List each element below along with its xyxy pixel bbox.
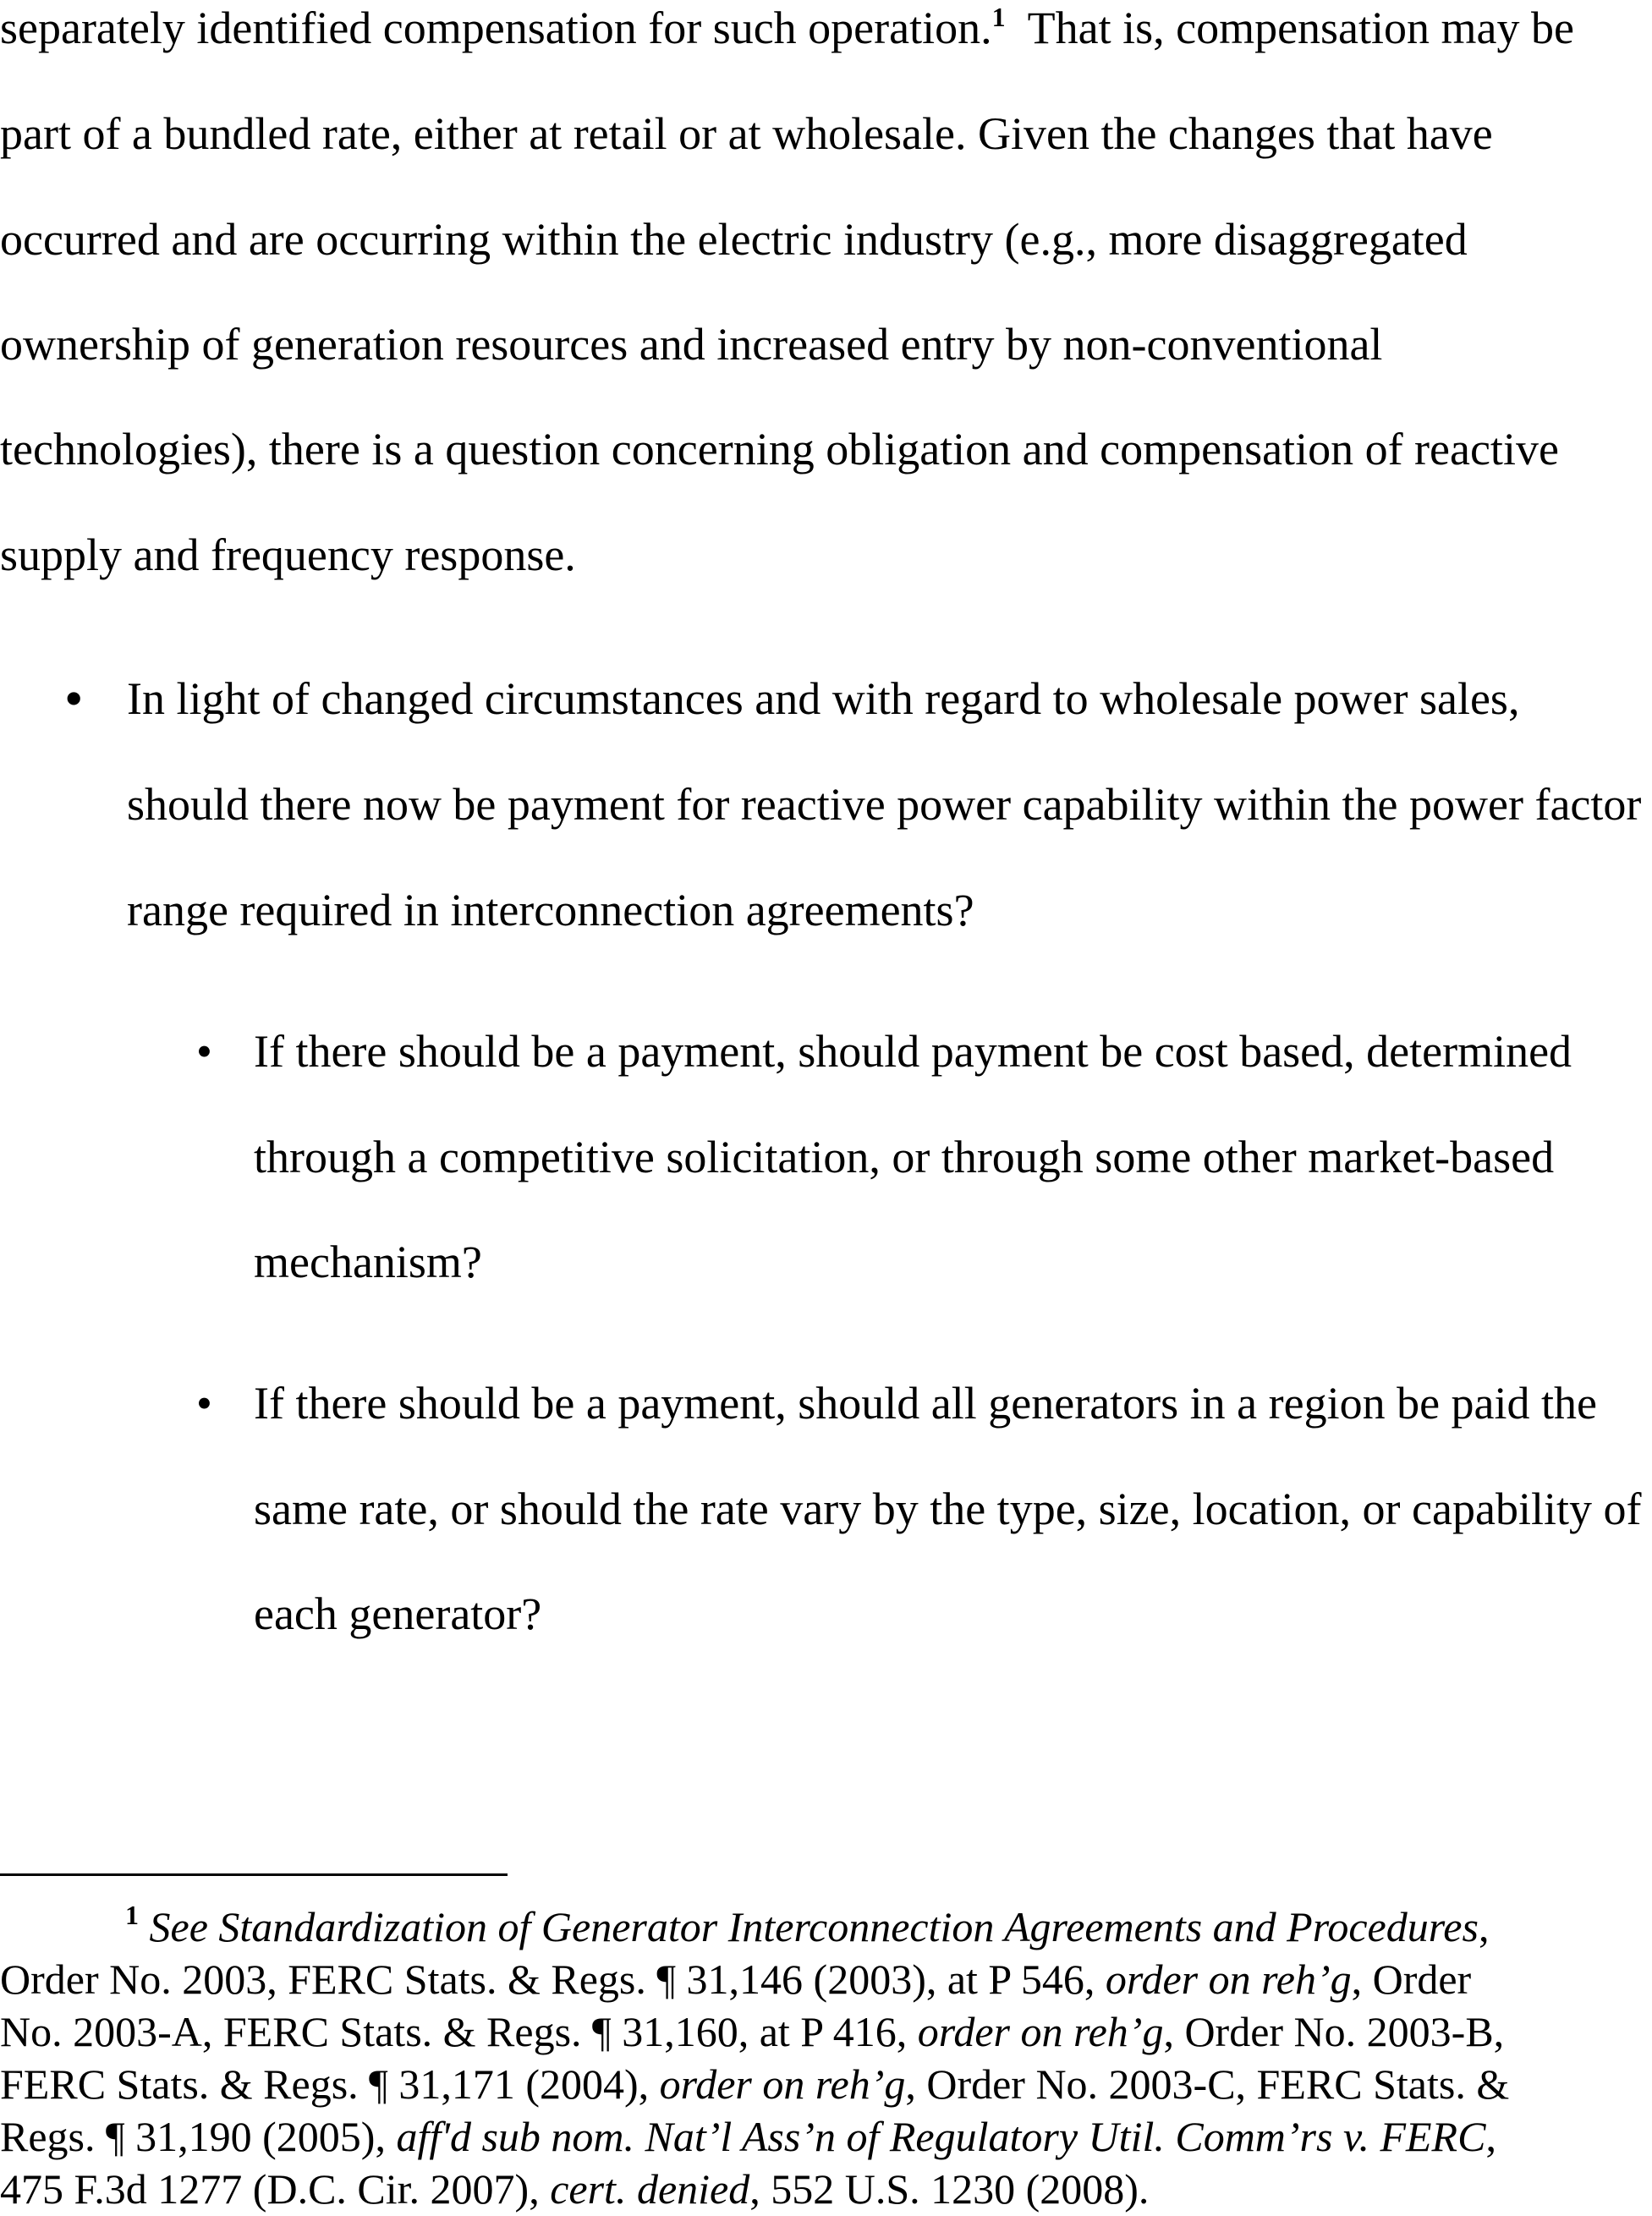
- sub-bullet-line: mechanism?: [254, 1237, 482, 1287]
- sub-bullet-line: each generator?: [254, 1588, 542, 1639]
- line-italic: order on reh’g: [1105, 1955, 1352, 2003]
- footnote-line: [125, 1901, 1489, 1953]
- line-text: No. 2003-A, FERC Stats. & Regs. ¶ 31,160, at P 416,: [0, 2008, 918, 2055]
- sub-bullet-line: If there should be a payment, should all generators in a region be paid the: [254, 1378, 1597, 1429]
- line-italic: order on reh’g: [659, 2060, 906, 2108]
- sub-bullet-line: same rate, or should the rate vary by the type, size, location, or capability of: [254, 1484, 1642, 1534]
- footnote-reference[interactable]: 1: [991, 2, 1006, 32]
- line-text: , Order No. 2003-C, FERC Stats. &: [905, 2060, 1510, 2108]
- line-text: , Order No. 2003-B,: [1163, 2008, 1505, 2055]
- bullet-line: In light of changed circumstances and with regard to wholesale power sales,: [127, 673, 1520, 724]
- case-name: See Standardization of Generator Interconnection Agreements and Procedures: [149, 1903, 1479, 1950]
- footnote-line: [0, 2163, 1149, 2215]
- footnote-line: [0, 2110, 1496, 2163]
- line-italic: cert. denied: [550, 2165, 750, 2213]
- line-text: , Order: [1351, 1955, 1472, 2003]
- sub-bullet-line: If there should be a payment, should payment be cost based, determined: [254, 1026, 1572, 1077]
- line-text: Regs. ¶ 31,190 (2005),: [0, 2113, 397, 2160]
- paragraph-line: supply and frequency response.: [0, 529, 576, 580]
- line-text: , 552 U.S. 1230 (2008).: [749, 2165, 1150, 2213]
- line-text: 475 F.3d 1277 (D.C. Cir. 2007),: [0, 2165, 551, 2213]
- line-text: That is, compensation may be: [1005, 3, 1574, 53]
- line-text: FERC Stats. & Regs. ¶ 31,171 (2004),: [0, 2060, 660, 2108]
- bullet-line: should there now be payment for reactive power capability within the power factor: [127, 779, 1642, 830]
- sub-bullet-icon: •: [196, 1378, 212, 1429]
- sub-bullet-line: through a competitive solicitation, or through some other market-based: [254, 1132, 1555, 1182]
- paragraph-line: [0, 0, 1574, 58]
- line-italic: order on reh’g: [917, 2008, 1164, 2055]
- line-text: ,: [1485, 2113, 1496, 2160]
- bullet-icon: •: [64, 668, 84, 728]
- footnote-line: [0, 2005, 1504, 2058]
- footnote-line: [0, 1953, 1471, 2005]
- footnote-number: 1: [125, 1900, 139, 1930]
- line-text: Order No. 2003, FERC Stats. & Regs. ¶ 31,146 (2003), at P 546,: [0, 1955, 1106, 2003]
- paragraph-line: technologies), there is a question concerning obligation and compensation of reactive: [0, 424, 1559, 474]
- bullet-line: range required in interconnection agreements?: [127, 885, 974, 935]
- footnote-line: [0, 2058, 1509, 2110]
- line-text: separately identified compensation for such operation.: [0, 3, 992, 53]
- footnote-divider: [0, 1873, 508, 1876]
- paragraph-line: ownership of generation resources and increased entry by non-conventional: [0, 319, 1383, 370]
- line-italic: aff'd sub nom. Nat’l Ass’n of Regulatory Util. Comm’rs v. FERC: [396, 2113, 1486, 2160]
- line-text: ,: [1478, 1903, 1490, 1950]
- paragraph-line: occurred and are occurring within the electric industry (e.g., more disaggregated: [0, 214, 1468, 265]
- paragraph-line: part of a bundled rate, either at retail or at wholesale. Given the changes that have: [0, 108, 1493, 159]
- sub-bullet-icon: •: [196, 1026, 212, 1077]
